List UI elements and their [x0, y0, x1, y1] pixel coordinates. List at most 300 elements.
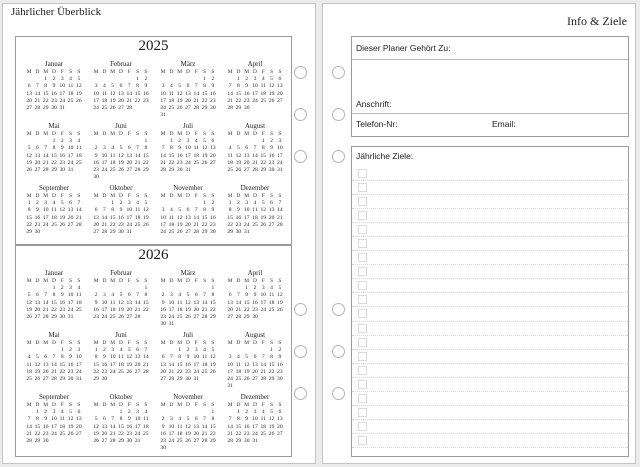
weekday-header: S [211, 69, 215, 75]
day-number: 2 [237, 200, 240, 207]
goal-row[interactable] [352, 434, 628, 448]
goal-checkbox[interactable] [358, 197, 367, 206]
weekday-header-row [25, 402, 83, 409]
day-number: 15 [51, 152, 57, 159]
day-number [259, 314, 267, 321]
day-number: 24 [42, 221, 49, 228]
day-number: 15 [210, 299, 216, 306]
goal-row[interactable] [352, 293, 628, 307]
day-number: 21 [42, 306, 49, 313]
day-number: 31 [126, 229, 133, 236]
day-number: 29 [118, 438, 124, 445]
day-number: 14 [42, 299, 49, 306]
day-number: 25 [193, 159, 200, 166]
goal-row[interactable] [352, 195, 628, 209]
day-number: 26 [210, 368, 216, 375]
day-number: 28 [42, 167, 49, 174]
day-number: 16 [101, 361, 108, 368]
day-number: 27 [76, 430, 82, 437]
day-number [33, 347, 41, 354]
day-number [267, 105, 275, 112]
goal-row[interactable] [352, 378, 628, 392]
goal-row[interactable] [352, 392, 628, 406]
day-number: 11 [268, 292, 275, 299]
day-number: 16 [243, 90, 250, 97]
day-number: 13 [118, 90, 124, 97]
weekday-header: M [43, 278, 49, 284]
day-number: 26 [26, 167, 32, 174]
weekday-header: M [43, 340, 49, 346]
day-number: 7 [111, 416, 115, 423]
goal-row[interactable] [352, 181, 628, 195]
day-number: 25 [67, 97, 74, 104]
month-name: August [244, 122, 266, 130]
day-number: 4 [27, 354, 31, 361]
goal-row[interactable] [352, 350, 628, 364]
day-number: 22 [42, 97, 49, 104]
day-number: 28 [143, 368, 149, 375]
day-number: 14 [101, 214, 108, 221]
day-number: 13 [193, 299, 200, 306]
day-number: 9 [211, 207, 215, 214]
day-number [226, 285, 234, 292]
weekday-header: F [194, 402, 198, 408]
day-number: 11 [110, 152, 116, 159]
goal-row[interactable] [352, 223, 628, 237]
month-name: April [247, 269, 263, 277]
weekday-header: F [127, 340, 131, 346]
day-number: 20 [34, 159, 41, 166]
month-calendar [159, 183, 217, 243]
weekday-header: S [77, 402, 81, 408]
day-number: 5 [237, 145, 240, 152]
day-number: 12 [59, 207, 66, 214]
weekday-header: M [160, 193, 166, 199]
day-number: 3 [194, 347, 198, 354]
day-number: 3 [52, 409, 56, 416]
weekday-header: S [144, 193, 148, 199]
month-calendar [226, 183, 284, 243]
goal-checkbox[interactable] [358, 225, 367, 234]
day-number: 2 [245, 76, 249, 83]
day-number [159, 347, 167, 354]
day-number [167, 112, 175, 119]
day-number: 15 [268, 361, 275, 368]
day-number: 30 [59, 167, 66, 174]
day-number [25, 138, 33, 145]
day-number: 13 [34, 152, 41, 159]
day-number: 11 [201, 354, 208, 361]
day-number: 5 [203, 138, 206, 145]
day-number [267, 383, 275, 390]
day-number: 18 [176, 306, 183, 313]
month-calendar [159, 121, 217, 181]
month-calendar [25, 59, 83, 119]
month-name: Juni [115, 331, 127, 339]
goal-checkbox[interactable] [358, 281, 367, 290]
goal-checkbox[interactable] [358, 366, 367, 375]
month-name: Juli [182, 331, 194, 339]
weekday-header: M [93, 131, 99, 137]
day-number: 6 [136, 347, 139, 354]
week-row [159, 438, 217, 445]
week-row [226, 153, 284, 160]
weekday-header: M [160, 402, 166, 408]
month-name: Oktober [109, 393, 133, 401]
goal-row[interactable] [352, 237, 628, 251]
months-grid [25, 59, 287, 243]
goal-checkbox[interactable] [358, 183, 367, 192]
day-number [192, 76, 200, 83]
week-row [92, 424, 150, 431]
weekday-header: D [253, 69, 257, 75]
day-number [133, 376, 141, 383]
week-row [159, 83, 217, 90]
goal-checkbox[interactable] [358, 239, 367, 248]
weekday-header-row [92, 340, 150, 347]
day-number: 9 [52, 83, 56, 90]
weekday-header-row [25, 340, 83, 347]
day-number: 26 [201, 159, 208, 166]
day-number: 17 [160, 221, 166, 228]
day-number [159, 200, 167, 207]
day-number: 21 [252, 159, 258, 166]
day-number: 16 [34, 214, 41, 221]
day-number [75, 314, 83, 321]
weekday-header: D [186, 340, 190, 346]
weekday-header: M [177, 193, 183, 199]
weekday-header: D [236, 278, 241, 284]
day-number: 10 [243, 207, 250, 214]
day-number [117, 76, 125, 83]
goal-row[interactable] [352, 251, 628, 265]
day-number [176, 112, 184, 119]
day-number: 20 [277, 423, 283, 430]
day-number: 24 [168, 314, 175, 321]
weekday-header: S [136, 340, 140, 346]
week-row [25, 83, 83, 90]
day-number: 22 [235, 430, 242, 437]
day-number: 30 [42, 438, 49, 445]
day-number: 2 [186, 347, 190, 354]
day-number: 29 [243, 314, 250, 321]
day-number: 7 [203, 416, 206, 423]
yearly-goals-box [351, 146, 629, 457]
week-row [25, 369, 83, 376]
weekday-header: D [35, 193, 40, 199]
day-number: 1 [36, 409, 39, 416]
day-number: 27 [277, 430, 283, 437]
day-number: 15 [26, 214, 32, 221]
day-number [159, 138, 167, 145]
goal-checkbox[interactable] [358, 267, 367, 276]
week-row [92, 200, 150, 207]
day-number: 2 [144, 76, 148, 83]
week-row [92, 409, 150, 416]
day-number: 28 [277, 221, 283, 228]
day-number: 13 [185, 90, 191, 97]
month-name: März [180, 269, 196, 277]
day-number: 22 [260, 159, 267, 166]
weekday-header: D [186, 193, 190, 199]
day-number: 11 [143, 416, 149, 423]
day-number: 17 [134, 423, 141, 430]
goal-row[interactable] [352, 322, 628, 336]
day-number: 30 [160, 445, 166, 452]
day-number: 2 [52, 76, 56, 83]
goal-checkbox[interactable] [358, 436, 367, 445]
day-number: 19 [185, 430, 191, 437]
day-number: 11 [76, 145, 82, 152]
week-row [25, 354, 83, 361]
weekday-header: S [136, 69, 140, 75]
owner-label: Dieser Planer Gehört Zu: [356, 43, 451, 53]
goal-checkbox[interactable] [358, 394, 367, 403]
day-number [109, 138, 117, 145]
day-number [75, 229, 83, 236]
day-number: 20 [210, 152, 216, 159]
weekday-header-row [159, 69, 217, 76]
day-number [100, 200, 108, 207]
goal-checkbox[interactable] [358, 211, 367, 220]
day-number [226, 409, 234, 416]
weekday-header: F [127, 402, 131, 408]
goal-checkbox[interactable] [358, 338, 367, 347]
day-number: 29 [93, 376, 99, 383]
day-number: 20 [67, 214, 74, 221]
week-row [226, 292, 284, 299]
day-number: 25 [26, 376, 32, 383]
day-number [251, 138, 259, 145]
day-number: 4 [203, 347, 206, 354]
day-number: 28 [201, 438, 208, 445]
goal-checkbox[interactable] [358, 169, 367, 178]
day-number: 20 [268, 214, 275, 221]
day-number: 25 [51, 221, 57, 228]
day-number: 7 [237, 292, 240, 299]
day-number: 12 [210, 354, 216, 361]
day-number: 22 [176, 368, 183, 375]
day-number: 4 [111, 145, 115, 152]
day-number: 18 [51, 214, 57, 221]
day-number [92, 200, 100, 207]
day-number: 7 [228, 83, 232, 90]
day-number: 23 [210, 97, 216, 104]
goal-row[interactable] [352, 279, 628, 293]
day-number [167, 445, 175, 452]
goal-rows [352, 167, 628, 448]
goal-checkbox[interactable] [358, 253, 367, 262]
goal-checkbox[interactable] [358, 295, 367, 304]
day-number: 25 [201, 368, 208, 375]
day-number: 10 [126, 207, 133, 214]
goal-row[interactable] [352, 307, 628, 321]
day-number: 3 [77, 347, 81, 354]
day-number: 28 [227, 438, 233, 445]
goal-row[interactable] [352, 336, 628, 350]
weekday-header: M [244, 69, 250, 75]
day-number: 18 [143, 423, 149, 430]
day-number: 30 [93, 174, 99, 181]
weekday-header: M [177, 402, 183, 408]
day-number: 2 [211, 200, 215, 207]
goal-row[interactable] [352, 364, 628, 378]
day-number: 2 [253, 285, 257, 292]
weekday-header: S [270, 402, 274, 408]
weekday-header: D [169, 131, 174, 137]
week-row [159, 222, 217, 229]
week-row [226, 362, 284, 369]
day-number: 14 [34, 90, 41, 97]
day-number: 18 [168, 221, 175, 228]
month-calendar [92, 268, 150, 328]
day-number: 16 [176, 152, 183, 159]
goal-row[interactable] [352, 209, 628, 223]
day-number: 10 [109, 354, 116, 361]
weekday-header: D [119, 131, 123, 137]
day-number: 21 [227, 97, 233, 104]
weekday-header: D [236, 193, 241, 199]
weekday-header: M [110, 131, 116, 137]
goal-checkbox[interactable] [358, 352, 367, 361]
day-number: 23 [185, 368, 191, 375]
day-number: 25 [109, 314, 116, 321]
day-number: 29 [109, 229, 116, 236]
day-number: 24 [109, 368, 116, 375]
day-number: 5 [178, 207, 182, 214]
day-number: 11 [177, 423, 183, 430]
day-number: 4 [52, 200, 56, 207]
day-number: 4 [119, 347, 123, 354]
day-number: 26 [26, 314, 32, 321]
day-number: 16 [118, 214, 124, 221]
day-number: 28 [34, 105, 41, 112]
day-number: 24 [101, 314, 108, 321]
week-row [159, 292, 217, 299]
weekday-header: S [211, 402, 215, 408]
day-number: 18 [168, 97, 175, 104]
weekday-header-row [92, 69, 150, 76]
month-calendar [92, 330, 150, 390]
day-number: 28 [168, 376, 175, 383]
day-number: 16 [235, 214, 242, 221]
day-number: 8 [44, 83, 48, 90]
divider [352, 113, 628, 114]
day-number: 5 [111, 83, 115, 90]
day-number: 20 [93, 221, 99, 228]
weekday-header: M [244, 131, 250, 137]
day-number [50, 229, 58, 236]
weekday-header: S [77, 278, 81, 284]
day-number: 14 [227, 90, 233, 97]
day-number: 31 [168, 321, 175, 328]
day-number: 27 [93, 229, 99, 236]
day-number [276, 438, 284, 445]
day-number: 14 [126, 90, 133, 97]
week-row [25, 292, 83, 299]
day-number [243, 383, 251, 390]
weekday-header: D [52, 278, 56, 284]
weekday-header: F [261, 131, 265, 137]
day-number: 3 [69, 285, 72, 292]
day-number: 7 [103, 207, 106, 214]
goal-row[interactable] [352, 167, 628, 181]
day-number: 2 [161, 292, 165, 299]
day-number: 1 [245, 285, 249, 292]
day-number: 1 [136, 76, 139, 83]
day-number: 22 [201, 97, 208, 104]
weekday-header: D [52, 131, 56, 137]
day-number: 27 [26, 105, 32, 112]
day-number: 20 [126, 159, 133, 166]
month-name: September [39, 393, 69, 401]
weekday-header: M [160, 69, 166, 75]
day-number: 7 [203, 292, 206, 299]
goal-checkbox[interactable] [358, 422, 367, 431]
day-number: 11 [177, 299, 183, 306]
goal-checkbox[interactable] [358, 408, 367, 417]
goal-checkbox[interactable] [358, 309, 367, 318]
day-number [50, 438, 58, 445]
week-row [159, 105, 217, 112]
day-number: 28 [193, 105, 200, 112]
goal-checkbox[interactable] [358, 380, 367, 389]
weekday-header: S [144, 340, 148, 346]
day-number [100, 76, 108, 83]
day-number: 7 [36, 83, 39, 90]
day-number: 11 [252, 207, 258, 214]
day-number: 26 [67, 430, 74, 437]
day-number: 26 [118, 167, 124, 174]
day-number: 18 [201, 361, 208, 368]
week-row [25, 76, 83, 83]
weekday-header: D [236, 131, 241, 137]
weekday-header: D [102, 131, 107, 137]
weekday-header: S [77, 340, 81, 346]
weekday-header: M [244, 278, 250, 284]
goal-row[interactable] [352, 420, 628, 434]
day-number: 1 [261, 138, 265, 145]
weekday-header: D [52, 340, 56, 346]
goal-checkbox[interactable] [358, 324, 367, 333]
weekday-header-row [226, 193, 284, 200]
week-row [226, 314, 284, 321]
week-row [25, 314, 83, 321]
day-number: 10 [193, 354, 200, 361]
day-number: 13 [134, 354, 141, 361]
day-number: 26 [243, 376, 250, 383]
day-number: 29 [235, 105, 242, 112]
goal-row[interactable] [352, 265, 628, 279]
day-number: 12 [176, 90, 183, 97]
goal-row[interactable] [352, 406, 628, 420]
day-number: 15 [93, 361, 99, 368]
weekday-header: M [227, 278, 233, 284]
day-number: 23 [252, 306, 258, 313]
day-number: 2 [60, 138, 64, 145]
month-name: August [244, 331, 266, 339]
day-number: 23 [143, 97, 149, 104]
day-number: 11 [227, 152, 233, 159]
day-number: 16 [126, 423, 133, 430]
weekday-header: S [69, 193, 73, 199]
day-number: 5 [261, 200, 265, 207]
weekday-header: D [102, 340, 107, 346]
day-number: 25 [260, 97, 267, 104]
day-number: 20 [126, 306, 133, 313]
day-number: 10 [227, 361, 233, 368]
week-row [159, 76, 217, 83]
